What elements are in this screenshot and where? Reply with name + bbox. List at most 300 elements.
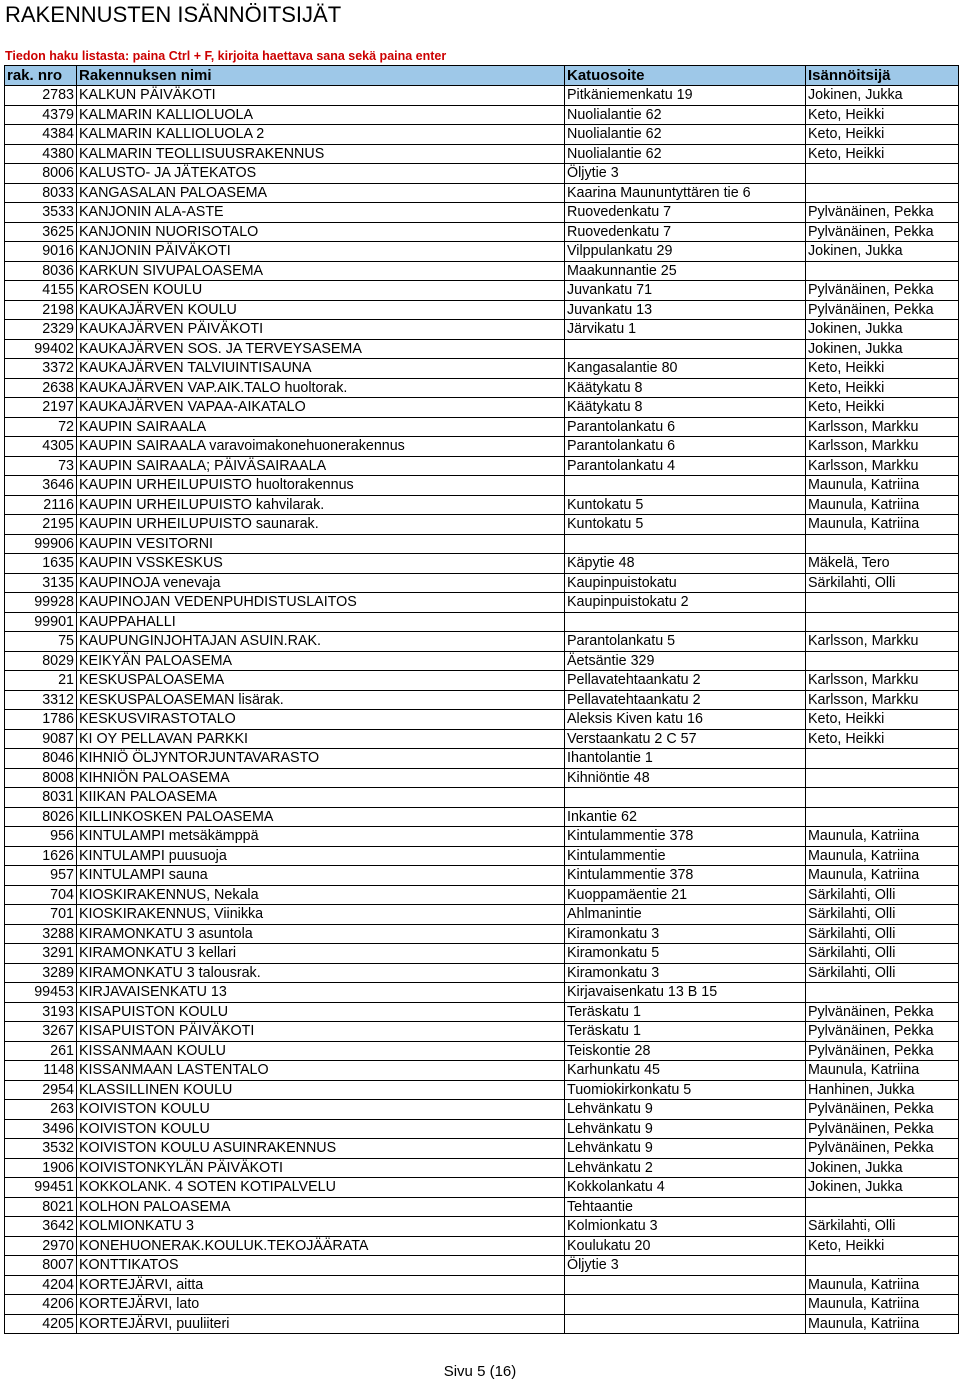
table-row bbox=[5, 300, 959, 320]
cell-name: KAUPIN VSSKESKUS bbox=[77, 554, 565, 574]
cell-nro: 8033 bbox=[5, 183, 77, 203]
cell-address bbox=[565, 1314, 806, 1334]
cell-address: Nuolialantie 62 bbox=[565, 105, 806, 125]
cell-name: KOIVISTON KOULU bbox=[77, 1119, 565, 1139]
cell-name: KAUKAJÄRVEN VAPAA-AIKATALO bbox=[77, 398, 565, 418]
cell-nro: 3532 bbox=[5, 1139, 77, 1159]
cell-manager: Keto, Heikki bbox=[806, 729, 959, 749]
cell-name: KEIKYÄN PALOASEMA bbox=[77, 651, 565, 671]
cell-name: KAUPPAHALLI bbox=[77, 612, 565, 632]
cell-manager: Keto, Heikki bbox=[806, 359, 959, 379]
cell-nro: 99402 bbox=[5, 339, 77, 359]
table-row bbox=[5, 476, 959, 496]
cell-manager: Karlsson, Markku bbox=[806, 632, 959, 652]
cell-address: Maakunnantie 25 bbox=[565, 261, 806, 281]
cell-address: Kuoppamäentie 21 bbox=[565, 885, 806, 905]
cell-name: KOLHON PALOASEMA bbox=[77, 1197, 565, 1217]
cell-nro: 2197 bbox=[5, 398, 77, 418]
cell-manager: Jokinen, Jukka bbox=[806, 1178, 959, 1198]
cell-address: Kintulammentie 378 bbox=[565, 866, 806, 886]
cell-manager: Maunula, Katriina bbox=[806, 846, 959, 866]
cell-name: KORTEJÄRVI, lato bbox=[77, 1295, 565, 1315]
cell-nro: 4205 bbox=[5, 1314, 77, 1334]
cell-manager: Maunula, Katriina bbox=[806, 866, 959, 886]
cell-nro: 4206 bbox=[5, 1295, 77, 1315]
table-row bbox=[5, 203, 959, 223]
cell-name: KINTULAMPI sauna bbox=[77, 866, 565, 886]
cell-nro: 99928 bbox=[5, 593, 77, 613]
cell-nro: 8008 bbox=[5, 768, 77, 788]
cell-name: KORTEJÄRVI, puuliiteri bbox=[77, 1314, 565, 1334]
cell-address: Lehvänkatu 9 bbox=[565, 1119, 806, 1139]
table-row bbox=[5, 632, 959, 652]
table-row bbox=[5, 885, 959, 905]
cell-manager: Maunula, Katriina bbox=[806, 495, 959, 515]
cell-manager: Keto, Heikki bbox=[806, 378, 959, 398]
table-row bbox=[5, 1178, 959, 1198]
table-row bbox=[5, 1217, 959, 1237]
cell-address: Juvankatu 71 bbox=[565, 281, 806, 301]
cell-address: Verstaankatu 2 C 57 bbox=[565, 729, 806, 749]
cell-manager: Karlsson, Markku bbox=[806, 671, 959, 691]
table-row bbox=[5, 437, 959, 457]
cell-nro: 1148 bbox=[5, 1061, 77, 1081]
cell-name: KINTULAMPI puusuoja bbox=[77, 846, 565, 866]
header-address: Katuosoite bbox=[565, 66, 806, 86]
cell-address: Kuntokatu 5 bbox=[565, 495, 806, 515]
cell-manager bbox=[806, 1256, 959, 1276]
cell-address: Kangasalantie 80 bbox=[565, 359, 806, 379]
table-row bbox=[5, 612, 959, 632]
cell-address: Kihniöntie 48 bbox=[565, 768, 806, 788]
cell-name: KANGASALAN PALOASEMA bbox=[77, 183, 565, 203]
cell-nro: 956 bbox=[5, 827, 77, 847]
cell-address bbox=[565, 1275, 806, 1295]
table-row bbox=[5, 1158, 959, 1178]
cell-address bbox=[565, 339, 806, 359]
header-manager: Isännöitsijä bbox=[806, 66, 959, 86]
cell-nro: 9016 bbox=[5, 242, 77, 262]
cell-manager: Hanhinen, Jukka bbox=[806, 1080, 959, 1100]
cell-address: Kiramonkatu 3 bbox=[565, 924, 806, 944]
cell-name: KAUPIN SAIRAALA; PÄIVÄSAIRAALA bbox=[77, 456, 565, 476]
table-row bbox=[5, 573, 959, 593]
cell-name: KAUPUNGINJOHTAJAN ASUIN.RAK. bbox=[77, 632, 565, 652]
table-row bbox=[5, 144, 959, 164]
cell-name: KALMARIN KALLIOLUOLA bbox=[77, 105, 565, 125]
cell-address: Ahlmanintie bbox=[565, 905, 806, 925]
cell-manager: Karlsson, Markku bbox=[806, 456, 959, 476]
table-row bbox=[5, 495, 959, 515]
cell-address: Kiramonkatu 3 bbox=[565, 963, 806, 983]
cell-address: Parantolankatu 6 bbox=[565, 437, 806, 457]
cell-name: KIRAMONKATU 3 talousrak. bbox=[77, 963, 565, 983]
cell-address: Ihantolantie 1 bbox=[565, 749, 806, 769]
cell-nro: 957 bbox=[5, 866, 77, 886]
cell-name: KISSANMAAN LASTENTALO bbox=[77, 1061, 565, 1081]
cell-address: Parantolankatu 5 bbox=[565, 632, 806, 652]
cell-name: KIRAMONKATU 3 kellari bbox=[77, 944, 565, 964]
table-row bbox=[5, 1197, 959, 1217]
cell-manager: Keto, Heikki bbox=[806, 105, 959, 125]
cell-name: KAUPIN URHEILUPUISTO kahvilarak. bbox=[77, 495, 565, 515]
cell-address: Inkantie 62 bbox=[565, 807, 806, 827]
cell-nro: 4204 bbox=[5, 1275, 77, 1295]
cell-manager bbox=[806, 807, 959, 827]
cell-address: Parantolankatu 6 bbox=[565, 417, 806, 437]
cell-manager: Pylvänäinen, Pekka bbox=[806, 300, 959, 320]
cell-address: Kintulammentie 378 bbox=[565, 827, 806, 847]
cell-address: Käätykatu 8 bbox=[565, 398, 806, 418]
cell-nro: 3288 bbox=[5, 924, 77, 944]
cell-name: KAUKAJÄRVEN VAP.AIK.TALO huoltorak. bbox=[77, 378, 565, 398]
cell-nro: 21 bbox=[5, 671, 77, 691]
cell-name: KONEHUONERAK.KOULUK.TEKOJÄÄRATA bbox=[77, 1236, 565, 1256]
cell-nro: 99451 bbox=[5, 1178, 77, 1198]
table-row bbox=[5, 339, 959, 359]
cell-name: KIOSKIRAKENNUS, Nekala bbox=[77, 885, 565, 905]
cell-nro: 3625 bbox=[5, 222, 77, 242]
cell-address: Kintulammentie bbox=[565, 846, 806, 866]
cell-nro: 73 bbox=[5, 456, 77, 476]
table-row bbox=[5, 417, 959, 437]
table-row bbox=[5, 534, 959, 554]
cell-nro: 2783 bbox=[5, 86, 77, 106]
table-row bbox=[5, 1022, 959, 1042]
table-row bbox=[5, 944, 959, 964]
cell-name: KIHNIÖ ÖLJYNTORJUNTAVARASTO bbox=[77, 749, 565, 769]
cell-nro: 3496 bbox=[5, 1119, 77, 1139]
table-row bbox=[5, 963, 959, 983]
cell-nro: 263 bbox=[5, 1100, 77, 1120]
cell-name: KANJONIN ALA-ASTE bbox=[77, 203, 565, 223]
table-row bbox=[5, 1119, 959, 1139]
cell-manager: Pylvänäinen, Pekka bbox=[806, 281, 959, 301]
table-row bbox=[5, 651, 959, 671]
cell-nro: 8046 bbox=[5, 749, 77, 769]
cell-nro: 4380 bbox=[5, 144, 77, 164]
cell-manager: Keto, Heikki bbox=[806, 125, 959, 145]
table-row bbox=[5, 710, 959, 730]
cell-name: KISAPUISTON KOULU bbox=[77, 1002, 565, 1022]
cell-address: Kirjavaisenkatu 13 B 15 bbox=[565, 983, 806, 1003]
cell-manager bbox=[806, 788, 959, 808]
cell-nro: 2954 bbox=[5, 1080, 77, 1100]
cell-nro: 8029 bbox=[5, 651, 77, 671]
cell-address: Pellavatehtaankatu 2 bbox=[565, 671, 806, 691]
table-row bbox=[5, 768, 959, 788]
cell-address: Kaupinpuistokatu 2 bbox=[565, 593, 806, 613]
cell-nro: 3646 bbox=[5, 476, 77, 496]
cell-manager: Maunula, Katriina bbox=[806, 1061, 959, 1081]
cell-nro: 4384 bbox=[5, 125, 77, 145]
cell-name: KOLMIONKATU 3 bbox=[77, 1217, 565, 1237]
table-row bbox=[5, 1041, 959, 1061]
cell-address bbox=[565, 534, 806, 554]
page-footer: Sivu 5 (16) bbox=[443, 1363, 517, 1380]
cell-name: KARKUN SIVUPALOASEMA bbox=[77, 261, 565, 281]
cell-manager: Maunula, Katriina bbox=[806, 476, 959, 496]
cell-manager: Pylvänäinen, Pekka bbox=[806, 222, 959, 242]
cell-address: Äetsäntie 329 bbox=[565, 651, 806, 671]
cell-manager: Jokinen, Jukka bbox=[806, 242, 959, 262]
table-row bbox=[5, 827, 959, 847]
cell-name: KALMARIN KALLIOLUOLA 2 bbox=[77, 125, 565, 145]
table-row bbox=[5, 398, 959, 418]
table-row bbox=[5, 1002, 959, 1022]
table-body bbox=[5, 86, 959, 1334]
cell-name: KILLINKOSKEN PALOASEMA bbox=[77, 807, 565, 827]
cell-address: Tuomiokirkonkatu 5 bbox=[565, 1080, 806, 1100]
table-row bbox=[5, 593, 959, 613]
header-name: Rakennuksen nimi bbox=[77, 66, 565, 86]
cell-manager bbox=[806, 768, 959, 788]
table-row bbox=[5, 866, 959, 886]
cell-nro: 3135 bbox=[5, 573, 77, 593]
cell-nro: 99906 bbox=[5, 534, 77, 554]
header-nro: rak. nro bbox=[5, 66, 77, 86]
cell-manager bbox=[806, 261, 959, 281]
table-row bbox=[5, 690, 959, 710]
cell-manager: Särkilahti, Olli bbox=[806, 924, 959, 944]
cell-manager: Keto, Heikki bbox=[806, 144, 959, 164]
cell-address: Ruovedenkatu 7 bbox=[565, 203, 806, 223]
cell-manager: Jokinen, Jukka bbox=[806, 1158, 959, 1178]
table-row bbox=[5, 749, 959, 769]
table-row bbox=[5, 554, 959, 574]
cell-manager: Särkilahti, Olli bbox=[806, 1217, 959, 1237]
table-row bbox=[5, 905, 959, 925]
cell-manager: Särkilahti, Olli bbox=[806, 944, 959, 964]
cell-nro: 8036 bbox=[5, 261, 77, 281]
cell-name: KAUPIN SAIRAALA varavoimakonehuonerakennus bbox=[77, 437, 565, 457]
cell-name: KAUPINOJAN VEDENPUHDISTUSLAITOS bbox=[77, 593, 565, 613]
table-row bbox=[5, 222, 959, 242]
cell-address: Öljytie 3 bbox=[565, 164, 806, 184]
cell-address bbox=[565, 476, 806, 496]
cell-manager: Karlsson, Markku bbox=[806, 417, 959, 437]
cell-nro: 4305 bbox=[5, 437, 77, 457]
table-row bbox=[5, 183, 959, 203]
cell-nro: 3372 bbox=[5, 359, 77, 379]
cell-name: KESKUSVIRASTOTALO bbox=[77, 710, 565, 730]
table-header-row bbox=[5, 66, 959, 86]
cell-nro: 72 bbox=[5, 417, 77, 437]
cell-address: Vilppulankatu 29 bbox=[565, 242, 806, 262]
cell-name: KAUPIN SAIRAALA bbox=[77, 417, 565, 437]
table-row bbox=[5, 729, 959, 749]
cell-name: KAUKAJÄRVEN SOS. JA TERVEYSASEMA bbox=[77, 339, 565, 359]
cell-nro: 4155 bbox=[5, 281, 77, 301]
cell-name: KAROSEN KOULU bbox=[77, 281, 565, 301]
cell-nro: 3267 bbox=[5, 1022, 77, 1042]
cell-manager: Maunula, Katriina bbox=[806, 1295, 959, 1315]
building-table bbox=[4, 65, 959, 1334]
table-row bbox=[5, 846, 959, 866]
cell-nro: 3193 bbox=[5, 1002, 77, 1022]
cell-address: Teräskatu 1 bbox=[565, 1002, 806, 1022]
cell-name: KAUPIN URHEILUPUISTO saunarak. bbox=[77, 515, 565, 535]
cell-manager: Keto, Heikki bbox=[806, 398, 959, 418]
table-row bbox=[5, 378, 959, 398]
cell-nro: 3642 bbox=[5, 1217, 77, 1237]
cell-manager: Pylvänäinen, Pekka bbox=[806, 1119, 959, 1139]
cell-name: KAUPIN URHEILUPUISTO huoltorakennus bbox=[77, 476, 565, 496]
table-row bbox=[5, 359, 959, 379]
search-hint: Tiedon haku listasta: paina Ctrl + F, kirjoita haettava sana sekä paina enter bbox=[5, 49, 447, 63]
cell-name: KORTEJÄRVI, aitta bbox=[77, 1275, 565, 1295]
cell-address: Lehvänkatu 9 bbox=[565, 1100, 806, 1120]
cell-address: Käätykatu 8 bbox=[565, 378, 806, 398]
cell-name: KESKUSPALOASEMA bbox=[77, 671, 565, 691]
table-row bbox=[5, 1061, 959, 1081]
table-row bbox=[5, 1236, 959, 1256]
cell-address: Lehvänkatu 9 bbox=[565, 1139, 806, 1159]
cell-nro: 99901 bbox=[5, 612, 77, 632]
cell-manager bbox=[806, 983, 959, 1003]
cell-nro: 2970 bbox=[5, 1236, 77, 1256]
cell-nro: 8031 bbox=[5, 788, 77, 808]
cell-nro: 75 bbox=[5, 632, 77, 652]
table-row bbox=[5, 983, 959, 1003]
cell-manager: Pylvänäinen, Pekka bbox=[806, 1100, 959, 1120]
cell-nro: 3312 bbox=[5, 690, 77, 710]
cell-manager bbox=[806, 534, 959, 554]
cell-manager: Karlsson, Markku bbox=[806, 690, 959, 710]
cell-address: Kiramonkatu 5 bbox=[565, 944, 806, 964]
cell-address: Teräskatu 1 bbox=[565, 1022, 806, 1042]
cell-nro: 8007 bbox=[5, 1256, 77, 1276]
cell-nro: 99453 bbox=[5, 983, 77, 1003]
table-row bbox=[5, 807, 959, 827]
cell-manager: Maunula, Katriina bbox=[806, 1275, 959, 1295]
cell-nro: 8026 bbox=[5, 807, 77, 827]
cell-manager: Keto, Heikki bbox=[806, 1236, 959, 1256]
cell-address: Öljytie 3 bbox=[565, 1256, 806, 1276]
table-row bbox=[5, 456, 959, 476]
cell-name: KESKUSPALOASEMAN lisärak. bbox=[77, 690, 565, 710]
cell-nro: 701 bbox=[5, 905, 77, 925]
cell-name: KIRAMONKATU 3 asuntola bbox=[77, 924, 565, 944]
cell-manager: Maunula, Katriina bbox=[806, 827, 959, 847]
cell-address: Nuolialantie 62 bbox=[565, 144, 806, 164]
cell-name: KIHNIÖN PALOASEMA bbox=[77, 768, 565, 788]
cell-manager: Särkilahti, Olli bbox=[806, 885, 959, 905]
cell-manager: Mäkelä, Tero bbox=[806, 554, 959, 574]
table-row bbox=[5, 105, 959, 125]
cell-nro: 3289 bbox=[5, 963, 77, 983]
cell-manager: Karlsson, Markku bbox=[806, 437, 959, 457]
cell-nro: 2195 bbox=[5, 515, 77, 535]
cell-manager: Pylvänäinen, Pekka bbox=[806, 1022, 959, 1042]
cell-address: Nuolialantie 62 bbox=[565, 125, 806, 145]
cell-address: Karhunkatu 45 bbox=[565, 1061, 806, 1081]
cell-name: KISSANMAAN KOULU bbox=[77, 1041, 565, 1061]
cell-address: Kaarina Maununtyttären tie 6 bbox=[565, 183, 806, 203]
cell-manager: Pylvänäinen, Pekka bbox=[806, 1139, 959, 1159]
table-row bbox=[5, 1314, 959, 1334]
cell-address bbox=[565, 1295, 806, 1315]
cell-nro: 2198 bbox=[5, 300, 77, 320]
cell-address: Kuntokatu 5 bbox=[565, 515, 806, 535]
cell-name: KIRJAVAISENKATU 13 bbox=[77, 983, 565, 1003]
cell-address: Juvankatu 13 bbox=[565, 300, 806, 320]
cell-name: KAUKAJÄRVEN TALVIUINTISAUNA bbox=[77, 359, 565, 379]
table-row bbox=[5, 1100, 959, 1120]
cell-address: Lehvänkatu 2 bbox=[565, 1158, 806, 1178]
cell-nro: 3533 bbox=[5, 203, 77, 223]
table-row bbox=[5, 1256, 959, 1276]
table-row bbox=[5, 242, 959, 262]
cell-address bbox=[565, 788, 806, 808]
cell-nro: 1626 bbox=[5, 846, 77, 866]
table-row bbox=[5, 261, 959, 281]
cell-name: KOIVISTONKYLÄN PÄIVÄKOTI bbox=[77, 1158, 565, 1178]
cell-nro: 3291 bbox=[5, 944, 77, 964]
cell-nro: 1786 bbox=[5, 710, 77, 730]
table-row bbox=[5, 1275, 959, 1295]
cell-name: KALUSTO- JA JÄTEKATOS bbox=[77, 164, 565, 184]
cell-name: KIOSKIRAKENNUS, Viinikka bbox=[77, 905, 565, 925]
cell-manager: Särkilahti, Olli bbox=[806, 905, 959, 925]
cell-address: Kokkolankatu 4 bbox=[565, 1178, 806, 1198]
cell-address: Teiskontie 28 bbox=[565, 1041, 806, 1061]
table-row bbox=[5, 164, 959, 184]
cell-nro: 261 bbox=[5, 1041, 77, 1061]
cell-address: Pellavatehtaankatu 2 bbox=[565, 690, 806, 710]
table-row bbox=[5, 924, 959, 944]
cell-name: KALKUN PÄIVÄKOTI bbox=[77, 86, 565, 106]
cell-manager: Pylvänäinen, Pekka bbox=[806, 1002, 959, 1022]
table-row bbox=[5, 125, 959, 145]
cell-name: KISAPUISTON PÄIVÄKOTI bbox=[77, 1022, 565, 1042]
cell-manager bbox=[806, 612, 959, 632]
cell-manager: Särkilahti, Olli bbox=[806, 573, 959, 593]
cell-address: Pitkäniemenkatu 19 bbox=[565, 86, 806, 106]
cell-address: Aleksis Kiven katu 16 bbox=[565, 710, 806, 730]
cell-manager: Särkilahti, Olli bbox=[806, 963, 959, 983]
cell-address: Järvikatu 1 bbox=[565, 320, 806, 340]
cell-name: KOIVISTON KOULU ASUINRAKENNUS bbox=[77, 1139, 565, 1159]
cell-manager: Jokinen, Jukka bbox=[806, 86, 959, 106]
cell-manager: Jokinen, Jukka bbox=[806, 339, 959, 359]
cell-nro: 8006 bbox=[5, 164, 77, 184]
cell-nro: 704 bbox=[5, 885, 77, 905]
cell-nro: 8021 bbox=[5, 1197, 77, 1217]
cell-manager: Maunula, Katriina bbox=[806, 1314, 959, 1334]
cell-name: KAUKAJÄRVEN KOULU bbox=[77, 300, 565, 320]
cell-address: Parantolankatu 4 bbox=[565, 456, 806, 476]
cell-address: Ruovedenkatu 7 bbox=[565, 222, 806, 242]
cell-manager bbox=[806, 593, 959, 613]
cell-manager: Pylvänäinen, Pekka bbox=[806, 1041, 959, 1061]
cell-manager bbox=[806, 651, 959, 671]
cell-name: KLASSILLINEN KOULU bbox=[77, 1080, 565, 1100]
table-row bbox=[5, 515, 959, 535]
cell-nro: 2329 bbox=[5, 320, 77, 340]
cell-name: KANJONIN NUORISOTALO bbox=[77, 222, 565, 242]
cell-manager bbox=[806, 183, 959, 203]
cell-name: KONTTIKATOS bbox=[77, 1256, 565, 1276]
cell-name: KANJONIN PÄIVÄKOTI bbox=[77, 242, 565, 262]
cell-address: Kolmionkatu 3 bbox=[565, 1217, 806, 1237]
table-row bbox=[5, 788, 959, 808]
cell-name: KI OY PELLAVAN PARKKI bbox=[77, 729, 565, 749]
cell-manager: Maunula, Katriina bbox=[806, 515, 959, 535]
cell-name: KINTULAMPI metsäkämppä bbox=[77, 827, 565, 847]
table-row bbox=[5, 1139, 959, 1159]
table-row bbox=[5, 1080, 959, 1100]
